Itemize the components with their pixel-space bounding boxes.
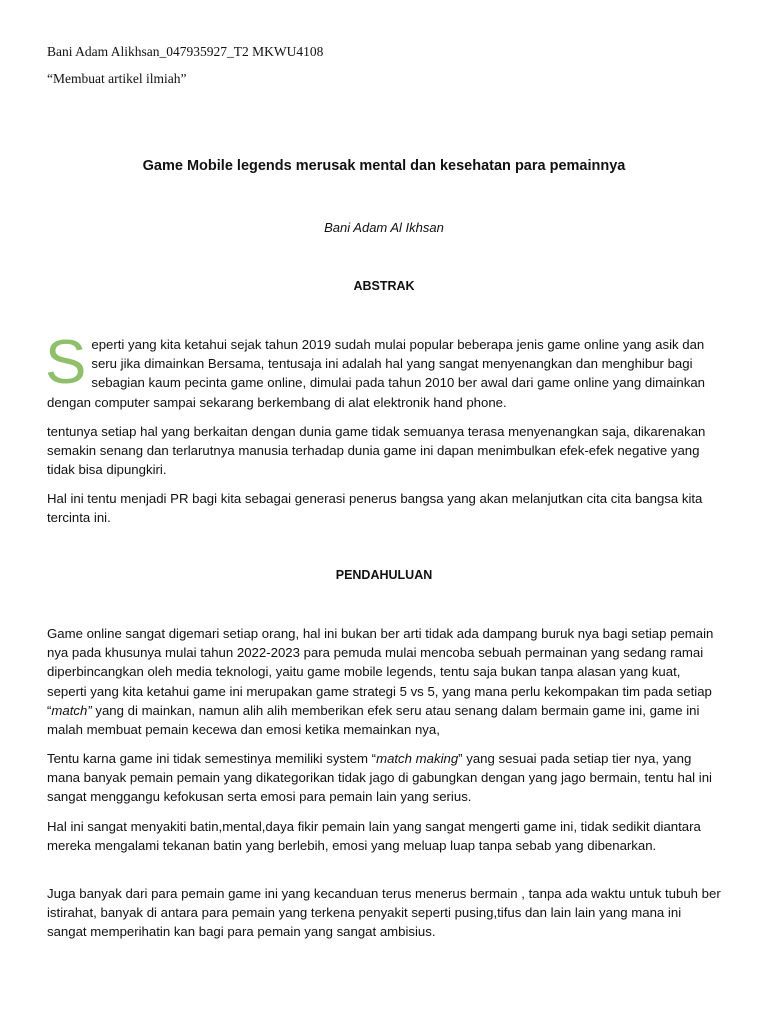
intro-p2-part-b: ” yang sesuai pada setiap tier nya, yang mana banyak pemain pemain yang dikategorikan tidak jago di gabungkan dengan yang jago bermain, tentu hal ini sangat menggangu kefokusan serta emosi para pemain lain yang serius. (47, 751, 712, 805)
intro-p2-italic-term: match making (376, 751, 459, 766)
intro-p1-italic-term: match” (51, 702, 92, 718)
intro-p1-part-a: Game online sangat digemari setiap orang, hal ini bukan ber arti tidak ada dampang buruk nya bagi setiap pemain nya pada khusunya mulai tahun 2022-2023 para pemuda mulai mencoba sebuah permainan yang sedang ramai diperbincangkan oleh media teknologi, yaitu game mobile legends, tentu saja bukan tanpa alasan yang kuat, seperti yang kita ketahui game ini merupakan game strategi 5 vs 5, yang mana perlu kekompakan tim pada setiap “ (47, 626, 714, 718)
article-author: Bani Adam Al Ikhsan (324, 220, 444, 235)
introduction-paragraph-3: Hal ini sangat menyakiti batin,mental,daya fikir pemain lain yang sangat mengerti game ini, tidak sedikit diantara mereka mengalami tekanan batin yang berlebih, emosi yang meluap luap tanpa sebab yang dibenarkan. (47, 819, 701, 854)
assignment-line: “Membuat artikel ilmiah” (47, 71, 187, 86)
introduction-paragraph-4: Juga banyak dari para pemain game ini yang kecanduan terus menerus bermain , tanpa ada waktu untuk tubuh ber istirahat, banyak di antara para pemain yang terkena penyakit seperti pusing,tifus dan lain lain yang mana ini sangat memperihatin kan bagi para pemain yang sangat ambisius. (47, 886, 721, 940)
abstract-heading: ABSTRAK (353, 279, 415, 293)
drop-cap-letter: S (45, 328, 87, 397)
abstract-paragraph-2: tentunya setiap hal yang berkaitan dengan dunia game tidak semuanya terasa menyenangkan saja, dikarenakan semakin senang dan terlarutnya manusia terhadap dunia game ini dapan menimbulkan efek-efek negative yang tidak bisa dipungkiri. (47, 424, 706, 478)
intro-p1-part-b: yang di mainkan, namun alih alih memberikan efek seru atau senang dalam bermain game ini, game ini malah membuat pemain kecewa dan emosi ketika memainkan nya, (47, 702, 700, 738)
student-meta-line: Bani Adam Alikhsan_047935927_T2 MKWU4108 (47, 44, 324, 59)
introduction-paragraph-2 (47, 749, 723, 807)
article-title: Game Mobile legends merusak mental dan kesehatan para pemainnya (142, 158, 626, 174)
intro-p2-part-a: Tentu karna game ini tidak semestinya memiliki system “ (47, 751, 377, 766)
abstract-paragraph-3: Hal ini tentu menjadi PR bagi kita sebagai generasi penerus bangsa yang akan melanjutkan cita cita bangsa kita tercinta ini. (47, 491, 703, 526)
introduction-heading: PENDAHULUAN (335, 568, 433, 582)
abstract-paragraph-1 (45, 328, 723, 412)
introduction-paragraph-1 (47, 624, 723, 739)
abstract-paragraph-1-text: eperti yang kita ketahui sejak tahun 2019 sudah mulai popular beberapa jenis game online yang asik dan seru jika dimainkan Bersama, tentusaja ini adalah hal yang sangat menyenangkan dan menghibur bagi sebagian kaum pecinta game online, dimulai pada tahun 2010 ber awal dari game online yang dimainkan dengan computer sampai sekarang berkembang di alat elektronik hand phone. (47, 337, 705, 410)
